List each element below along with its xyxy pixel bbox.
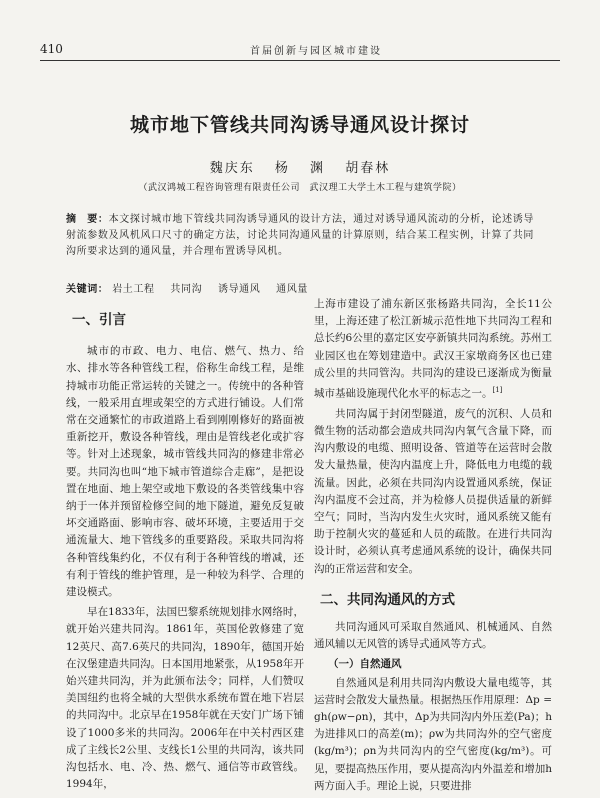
body-paragraph: [314, 296, 552, 403]
section-heading-ventilation-methods: 二、共同沟通风的方式: [320, 591, 455, 608]
section-heading-introduction: 一、引言: [72, 312, 126, 328]
page-number: 410: [40, 42, 63, 56]
citation: [1]: [492, 386, 503, 395]
body-paragraph: 共同沟通风可采取自然通风、机械通风、自然通风辅以无风管的诱导式通风等方式。: [314, 620, 552, 651]
keyword: 共同沟: [170, 284, 203, 295]
right-column: [314, 296, 552, 798]
abstract: [66, 212, 534, 260]
keyword: 诱导通风: [217, 284, 261, 295]
left-column: [66, 296, 304, 796]
keyword: 通风量: [276, 284, 308, 295]
keywords-label: 关键词：: [66, 284, 109, 295]
paragraph-text: 上海市建设了浦东新区张杨路共同沟，全长11公里，上海还建了松江新城示范性地下共同沟工程和总长约6公里的嘉定区安亭新镇共同沟系统。苏州工业园区也在筹划建造中。武汉王家墩商务区也已建成公里的共同管沟。共同沟的建设已逐渐成为衡量城市基础设施现代化水平的标志之一。: [314, 298, 552, 400]
author-name: 杨 渊: [274, 161, 326, 176]
running-title: 首届创新与园区城市建设: [250, 46, 382, 57]
paper-title: 城市地下管线共同沟诱导通风设计探讨: [129, 114, 470, 136]
subsection-heading-natural-ventilation: （一）自然通风: [328, 658, 402, 671]
author-list: [0, 157, 600, 176]
abstract-label: 摘 要：: [66, 214, 109, 225]
body-paragraph: 城市的市政、电力、电信、燃气、热力、给水、排水等各种管线工程，俗称生命线工程，是维持城市功能正常运转的关键之一。传统中的各种管线，一般采用直埋或架空的方式进行铺设。人们常常在交通繁忙的市政道路上看到刚刚修好的路面被重新挖开，敷设各种管线，理由是管线老化或扩容等。针对上述现象，城市管线共同沟的修建非常必要。共同沟也叫“地下城市管道综合走廊”，是把设置在地面、地上架空或地下敷设的各类管线集中容纳于一体并预留检修空间的地下隧道，避免反复破坏交通路面、影响市容、破坏环境，主要适用于交通流量大、地下管线多的重要路段。采取共同沟将各种管线集约化，不仅有利于各种管线的增减，还有利于管线的维护管理，是一种较为科学、合理的建设模式。: [66, 345, 304, 599]
page-header: [40, 38, 560, 61]
keywords: [66, 280, 534, 295]
keyword: 岩土工程: [112, 284, 155, 295]
body-paragraph: 共同沟属于封闭型隧道，废气的沉积、人员和微生物的活动都会造成共同沟内氧气含量下降，而沟内敷设的电缆、照明设备、管道等在运营时会散发大量热量，使沟内温度上升，降低电力电缆的载流量。因此，必须在共同沟内设置通风系统，保证沟内温度不会过高，并为检修人员提供适量的新鲜空气；同时，当沟内发生火灾时，通风系统又能有助于控制火灾的蔓延和人员的疏散。在进行共同沟设计时，必须认真考虑通风系统的设计，确保共同沟的正常运营和安全。: [314, 407, 552, 575]
abstract-text: 本文探讨城市地下管线共同沟诱导通风的设计方法，通过对诱导通风流动的分析，论述诱导射流参数及风机风口尺寸的确定方法，讨论共同沟通风量的计算原则，结合某工程实例，计算了共同沟所要求达到的通风量，并合理布置诱导风机。: [66, 214, 535, 257]
body-paragraph: 早在1833年，法国巴黎系统规划排水网络时，就开始兴建共同沟。1861年，英国伦敦修建了宽12英尺、高7.6英尺的共同沟，1890年，德国开始在汉堡建造共同沟。日本国用地紧张，从1958年开始兴建共同沟，并为此颁布法令；同样，人们赞叹美国纽约也将全城的大型供水系统布置在地下岩层的共同沟中。北京早在1958年就在天安门广场下铺设了1000多米的共同沟。2006年在中关村西区建成了主线长2公里、支线长1公里的共同沟，该共同沟包括水、电、冷、热、燃气、通信等市政管线。1994年，: [66, 606, 304, 791]
body-paragraph: 自然通风是利用共同沟内敷设大量电缆等，其运营时会散发大量热量。根据热压作用原理：Δp = gh(ρw−ρn)，其中，Δp为共同沟内外压差(Pa)；h为进排风口的高差(m)；ρw为共同沟外的空气密度(kg/m³)；ρn为共同沟内的空气密度(kg/m³)。可见，要提高热压作用，要从提高沟内外温差和增加h两方面入手。理论上说，只要进排: [314, 676, 552, 792]
author-name: 魏庆东: [209, 161, 255, 176]
author-name: 胡春林: [345, 161, 391, 176]
affiliation: （武汉鸿城工程咨询管理有限责任公司 武汉理工大学土木工程与建筑学院）: [138, 183, 462, 193]
